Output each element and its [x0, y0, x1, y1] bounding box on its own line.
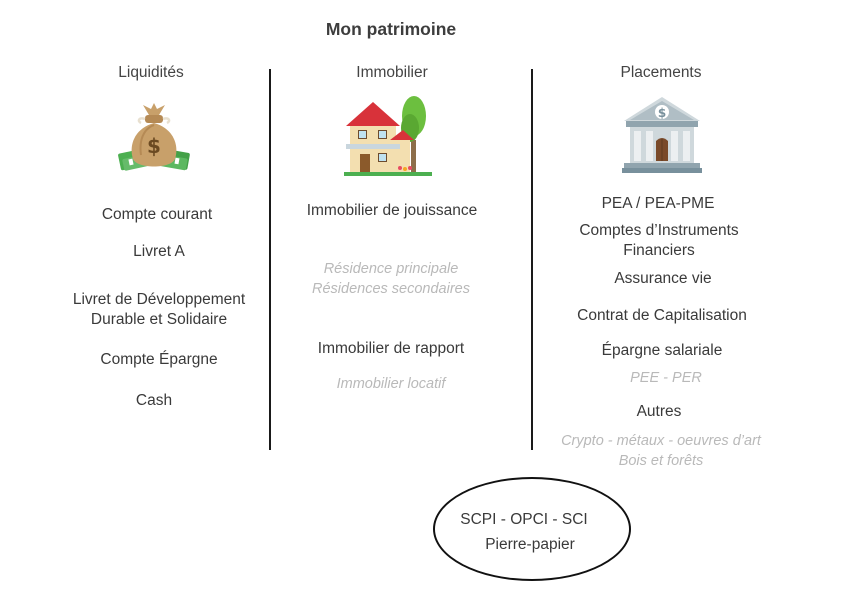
list-item-cash: Cash	[135, 392, 173, 409]
page-title: Mon patrimoine	[325, 19, 457, 39]
list-item-compte-epargne: Compte Épargne	[100, 351, 218, 368]
list-item-epargne-salariale: Épargne salariale	[601, 342, 723, 359]
list-item-compte-courant: Compte courant	[101, 206, 213, 223]
sub-item-bois-forets: Bois et forêts	[618, 453, 704, 469]
oval-label-scpi: SCPI - OPCI - SCI	[460, 511, 588, 528]
sub-item-residence-principale: Résidence principale	[323, 261, 459, 277]
sub-item-crypto-metaux: Crypto - métaux - oeuvres d’art	[561, 433, 761, 449]
oval-label-pierre-papier: Pierre-papier	[485, 536, 575, 553]
house-icon	[344, 92, 432, 178]
column-divider-left	[269, 69, 271, 450]
bank-icon	[622, 95, 702, 175]
svg-text:$: $	[657, 106, 667, 120]
column-header-placements: Placements	[620, 64, 702, 81]
money-bag-icon	[113, 95, 195, 177]
list-item-cif-line1: Comptes d’Instruments	[579, 222, 739, 239]
sub-item-pee-per: PEE - PER	[630, 370, 702, 386]
list-item-immobilier-rapport: Immobilier de rapport	[317, 340, 465, 357]
list-item-cif-line2: Financiers	[623, 242, 695, 259]
list-item-immobilier-jouissance: Immobilier de jouissance	[306, 202, 478, 219]
svg-text:$: $	[147, 134, 161, 158]
list-item-contrat-capitalisation: Contrat de Capitalisation	[577, 307, 747, 324]
list-item-livret-a: Livret A	[133, 243, 185, 260]
sub-item-residences-secondaires: Résidences secondaires	[312, 281, 470, 297]
list-item-assurance-vie: Assurance vie	[614, 270, 712, 287]
sub-item-immobilier-locatif: Immobilier locatif	[336, 376, 446, 392]
column-header-liquidites: Liquidités	[118, 64, 184, 81]
column-header-immobilier: Immobilier	[356, 64, 428, 81]
column-divider-right	[531, 69, 533, 450]
list-item-autres: Autres	[636, 403, 682, 420]
list-item-pea: PEA / PEA-PME	[601, 195, 715, 212]
list-item-ldds-line1: Livret de Développement	[72, 291, 246, 308]
list-item-ldds-line2: Durable et Solidaire	[90, 311, 228, 328]
